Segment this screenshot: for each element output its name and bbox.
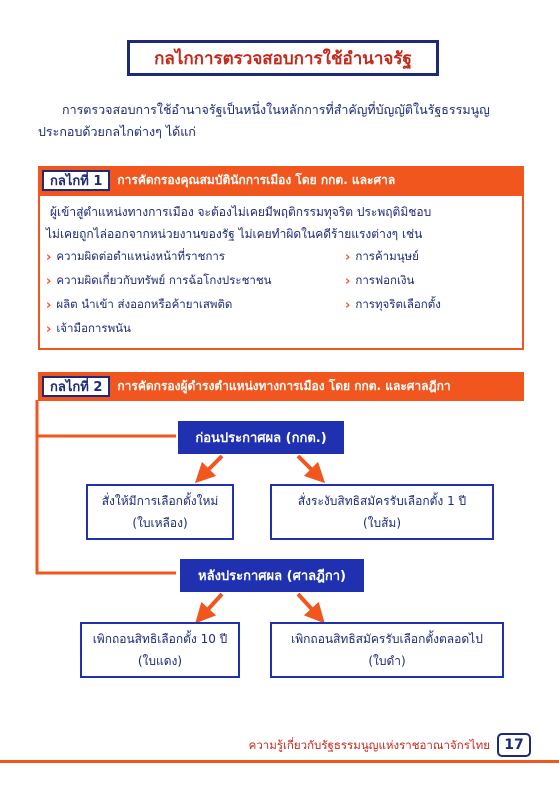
section2-label: กลไกที่ 2 — [42, 376, 110, 397]
intro-line-2: ประกอบด้วยกลไกต่างๆ ได้แก่ — [38, 124, 196, 139]
arrow-icon — [202, 456, 222, 476]
section1-label: กลไกที่ 1 — [42, 170, 110, 191]
footer-text: ความรู้เกี่ยวกับรัฐธรรมนูญแห่งราชอาณาจักรไทย — [248, 738, 490, 752]
list-item: › การทุจริตเลือกตั้ง — [345, 297, 441, 313]
list-item: › การฟอกเงิน — [345, 273, 415, 289]
red-card-line2: (ใบแดง) — [137, 654, 183, 668]
chevron-right-icon: › — [345, 249, 351, 265]
black-card-line1: เพิกถอนสิทธิสมัครรับเลือกตั้งตลอดไป — [291, 632, 483, 646]
red-card-line1: เพิกถอนสิทธิเลือกตั้ง 10 ปี — [92, 632, 228, 646]
footer-divider — [0, 760, 559, 763]
section2-title: การคัดกรองผู้ดำรงตำแหน่งทางการเมือง โดย กกต. และศาลฎีกา — [117, 379, 451, 393]
yellow-card-line2: (ใบเหลือง) — [132, 516, 188, 530]
chevron-right-icon: › — [46, 273, 52, 289]
before-announcement-box: ก่อนประกาศผล (กกต.) — [178, 421, 344, 454]
list-item: › ความผิดต่อตำแหน่งหน้าที่ราชการ — [46, 249, 226, 265]
list-item: › ความผิดเกี่ยวกับทรัพย์ การฉ้อโกงประชาชน — [46, 273, 272, 289]
page-title: กลไกการตรวจสอบการใช้อำนาจรัฐ — [154, 48, 412, 69]
list-item: › การค้ามนุษย์ — [345, 249, 419, 265]
black-card-line2: (ใบดำ) — [368, 654, 406, 668]
chevron-right-icon: › — [46, 297, 52, 313]
orange-card-line2: (ใบส้ม) — [362, 516, 402, 530]
red-card-box — [80, 622, 240, 678]
page-number: 17 — [497, 733, 531, 757]
after-announcement-box: หลังประกาศผล (ศาลฎีกา) — [180, 559, 364, 592]
section1-title: การคัดกรองคุณสมบัตินักการเมือง โดย กกต. และศาล — [117, 173, 396, 187]
intro-line-1: การตรวจสอบการใช้อำนาจรัฐเป็นหนึ่งในหลักการที่สำคัญที่บัญญัติในรัฐธรรมนูญ — [62, 102, 490, 117]
chevron-right-icon: › — [345, 273, 351, 289]
chevron-right-icon: › — [46, 249, 52, 265]
yellow-card-box — [86, 484, 234, 540]
chevron-right-icon: › — [46, 321, 52, 337]
black-card-box — [270, 622, 504, 678]
list-item: › ผลิต นำเข้า ส่งออกหรือค้ายาเสพติด — [46, 297, 233, 313]
section1-desc-1: ผู้เข้าสู่ตำแหน่งทางการเมือง จะต้องไม่เคยมีพฤติกรรมทุจริต ประพฤติมิชอบ — [50, 205, 432, 219]
arrow-icon — [298, 456, 318, 476]
orange-card-box — [270, 484, 494, 540]
orange-card-line1: สั่งระงับสิทธิสมัครรับเลือกตั้ง 1 ปี — [297, 494, 467, 508]
yellow-card-line1: สั่งให้มีการเลือกตั้งใหม่ — [101, 494, 219, 508]
chevron-right-icon: › — [345, 297, 351, 313]
arrow-icon — [202, 594, 222, 616]
list-item: › เจ้ามือการพนัน — [46, 321, 131, 337]
section1-desc-2: ไม่เคยถูกไล่ออกจากหน่วยงานของรัฐ ไม่เคยทำผิดในคดีร้ายแรงต่างๆ เช่น — [46, 227, 423, 241]
arrow-icon — [298, 594, 318, 616]
